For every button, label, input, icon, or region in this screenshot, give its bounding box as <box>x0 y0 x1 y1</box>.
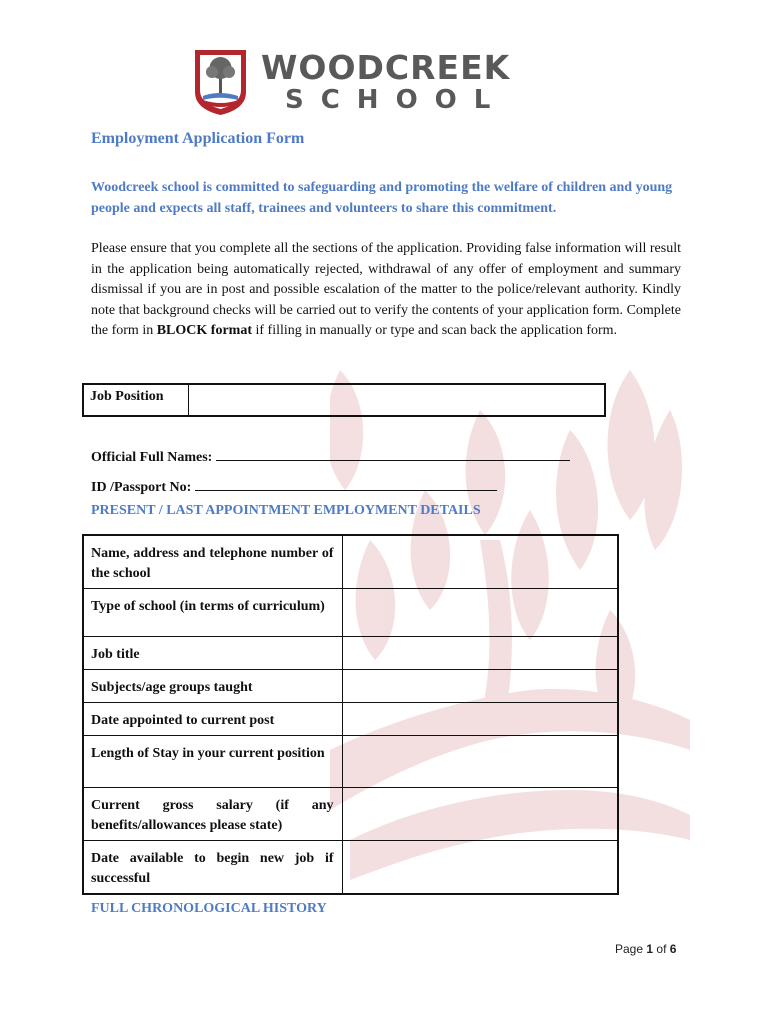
row-label-job-title: Job title <box>83 637 342 670</box>
row-input-job-title[interactable] <box>342 637 618 670</box>
row-label-length-of-stay: Length of Stay in your current position <box>83 736 342 788</box>
table-row <box>83 703 618 736</box>
safeguarding-statement: Woodcreek school is committed to safeguarding and promoting the welfare of children and young people and expects all staff, trainees and volunteers to share this commitment. <box>91 180 673 216</box>
job-position-input[interactable] <box>188 385 604 415</box>
table-row <box>83 535 618 589</box>
logo-wordmark-school: SCHOOL <box>285 85 508 115</box>
row-label-date-available: Date available to begin new job if successful <box>83 841 342 895</box>
instructions-emphasis: BLOCK format <box>156 323 252 339</box>
logo-wordmark-woodcreek: WOODCREEK <box>261 48 511 87</box>
table-row <box>83 788 618 841</box>
row-label-date-appointed: Date appointed to current post <box>83 703 342 736</box>
current-page: 1 <box>646 942 654 956</box>
official-names-input[interactable] <box>216 446 570 461</box>
school-crest-icon <box>193 48 248 116</box>
id-passport-input[interactable] <box>195 476 497 491</box>
row-input-school-contact[interactable] <box>342 535 618 589</box>
id-passport-field <box>91 476 497 496</box>
row-label-gross-salary: Current gross salary (if any benefits/allowances please state) <box>83 788 342 841</box>
instructions-text-end: if filling in manually or type and scan back the application form. <box>251 323 618 339</box>
row-input-length-of-stay[interactable] <box>342 736 618 788</box>
instructions-text: Please ensure that you complete all the sections of the application. Providing false information will result in the application being automatically rejected, withdrawal of any offer of employment and summary dismissal if you are in post and possible escalation of the matter to the police/relevant authority. Kindly note that background checks will be carried out to verify the contents of your application form. Complete the form in <box>91 241 681 339</box>
official-names-label: Official Full Names: <box>91 450 213 465</box>
row-label-school-type: Type of school (in terms of curriculum) <box>83 589 342 637</box>
row-input-subjects[interactable] <box>342 670 618 703</box>
of-word: of <box>656 942 667 956</box>
job-position-label: Job Position <box>90 389 164 404</box>
row-label-school-contact: Name, address and telephone number of the school <box>83 535 342 589</box>
row-input-school-type[interactable] <box>342 589 618 637</box>
form-title: Employment Application Form <box>91 130 305 147</box>
present-employment-heading: PRESENT / LAST APPOINTMENT EMPLOYMENT DETAILS <box>91 503 481 518</box>
table-row <box>83 736 618 788</box>
chronological-history-heading: FULL CHRONOLOGICAL HISTORY <box>91 901 327 916</box>
row-input-date-appointed[interactable] <box>342 703 618 736</box>
id-passport-label: ID /Passport No: <box>91 480 192 495</box>
page-number <box>615 942 676 956</box>
page-word: Page <box>615 942 644 956</box>
employment-details-table <box>82 534 619 895</box>
row-input-gross-salary[interactable] <box>342 788 618 841</box>
instructions-paragraph <box>91 239 681 342</box>
total-pages: 6 <box>669 942 677 956</box>
table-row <box>83 841 618 895</box>
school-logo <box>193 48 523 116</box>
table-row <box>83 589 618 637</box>
job-position-field <box>82 383 606 417</box>
official-names-field <box>91 446 570 466</box>
row-input-date-available[interactable] <box>342 841 618 895</box>
row-label-subjects: Subjects/age groups taught <box>83 670 342 703</box>
table-row <box>83 637 618 670</box>
table-row <box>83 670 618 703</box>
